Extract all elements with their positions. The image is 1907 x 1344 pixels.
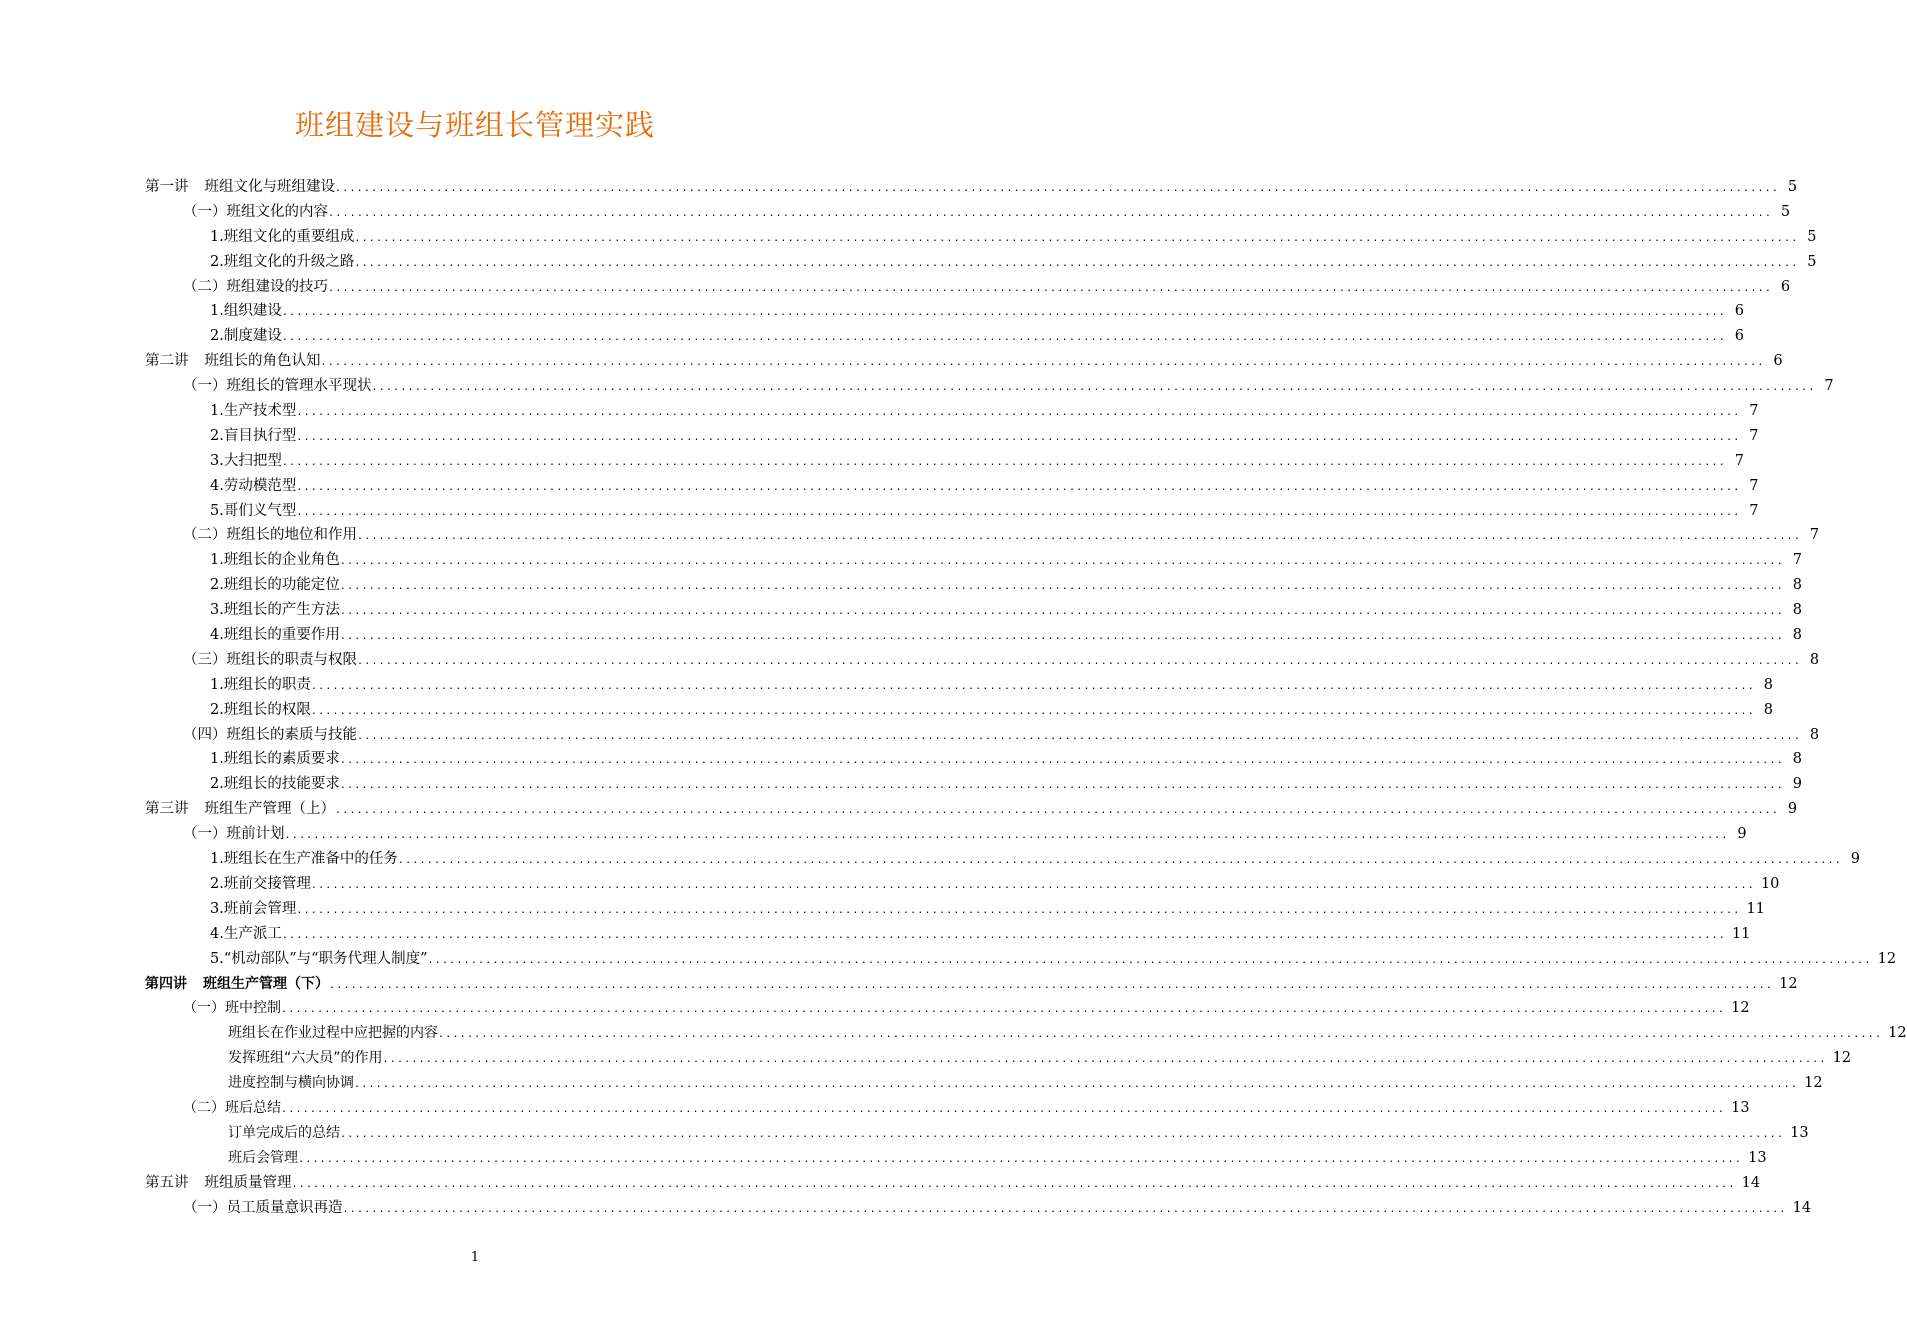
toc-page-number: 5 <box>1807 228 1817 245</box>
dot-leader: ........................................................................................................................................................................................................ <box>339 631 1784 643</box>
toc-page-number: 7 <box>1749 427 1759 444</box>
toc-entry[interactable] <box>145 523 1820 548</box>
toc-page-number: 14 <box>1741 1174 1761 1191</box>
toc-page-number: 7 <box>1749 403 1759 420</box>
toc-lecture-label: 第四讲 <box>145 975 187 992</box>
toc-entry[interactable] <box>145 175 1798 200</box>
dot-leader: ........................................................................................................................................................................................................ <box>298 1153 1743 1165</box>
dot-leader: ........................................................................................................................................................................................................ <box>281 1103 1726 1115</box>
toc-entry[interactable] <box>145 548 1802 573</box>
toc-entry-title: 班组生产管理（下） <box>203 975 329 992</box>
toc-entry-title: 班组质量管理 <box>204 1174 292 1191</box>
toc-entry-title: 2.制度建设 <box>210 328 282 345</box>
toc-entry[interactable] <box>145 374 1834 399</box>
toc-entry-title: （二）班组建设的技巧 <box>183 278 328 295</box>
toc-entry[interactable] <box>145 598 1802 623</box>
dot-leader: ........................................................................................................................................................................................................ <box>296 431 1741 443</box>
toc-entry[interactable] <box>145 474 1759 499</box>
dot-leader: ........................................................................................................................................................................................................ <box>284 830 1729 842</box>
toc-entry-title: （一）班前计划 <box>183 826 285 843</box>
toc-page-number: 9 <box>1792 776 1802 793</box>
dot-leader: ........................................................................................................................................................................................................ <box>438 1029 1883 1041</box>
toc-page-number: 7 <box>1824 378 1834 395</box>
toc-entry[interactable] <box>145 897 1765 922</box>
toc-page-number: 9 <box>1737 826 1747 843</box>
toc-entry[interactable] <box>145 573 1802 598</box>
toc-entry[interactable] <box>145 872 1780 897</box>
toc-page-number: 5 <box>1807 253 1817 270</box>
toc-entry[interactable] <box>145 399 1759 424</box>
toc-page-number: 12 <box>1731 1000 1750 1017</box>
toc-entry[interactable] <box>145 225 1817 250</box>
toc-entry[interactable] <box>145 299 1744 324</box>
toc-entry-title: 班组长的角色认知 <box>204 353 321 370</box>
toc-entry-title: 2.班组文化的升级之路 <box>210 253 355 270</box>
toc-entry-title: 1.班组长的企业角色 <box>210 552 340 569</box>
toc-page-number: 6 <box>1773 353 1783 370</box>
toc-page-number: 7 <box>1749 502 1759 519</box>
toc-entry[interactable] <box>145 922 1751 947</box>
toc-page-number: 12 <box>1877 950 1897 967</box>
toc-page-number: 5 <box>1780 203 1791 220</box>
dot-leader: ........................................................................................................................................................................................................ <box>296 904 1741 916</box>
toc-entry-title: 1.生产技术型 <box>210 403 297 420</box>
dot-leader: ........................................................................................................................................................................................................ <box>281 929 1726 941</box>
toc-entry-title: 1.班组长的职责 <box>210 676 311 693</box>
toc-page-number: 6 <box>1734 303 1744 320</box>
dot-leader: ........................................................................................................................................................................................................ <box>357 730 1802 742</box>
toc-entry-title: 2.班组长的功能定位 <box>210 577 340 594</box>
toc-page-number: 13 <box>1748 1149 1767 1166</box>
toc-page-number: 9 <box>1850 851 1860 868</box>
toc-page-number: 7 <box>1749 477 1759 494</box>
toc-lecture-label: 第二讲 <box>145 353 189 370</box>
toc-page-number: 13 <box>1790 1124 1809 1141</box>
toc-page-number: 6 <box>1734 328 1744 345</box>
dot-leader: ........................................................................................................................................................................................................ <box>354 1079 1799 1091</box>
toc-page-number: 8 <box>1763 701 1773 718</box>
toc-page-number: 12 <box>1804 1075 1823 1092</box>
dot-leader: ........................................................................................................................................................................................................ <box>335 183 1780 194</box>
toc-entry[interactable] <box>145 972 1798 997</box>
toc-entry-title: 发挥班组“六大员”的作用 <box>228 1050 383 1067</box>
dot-leader: ........................................................................................................................................................................................................ <box>310 680 1755 692</box>
dot-leader: ........................................................................................................................................................................................................ <box>371 382 1816 394</box>
toc-entry-title: （一）班中控制 <box>183 1000 281 1017</box>
dot-leader: ........................................................................................................................................................................................................ <box>281 1004 1726 1016</box>
toc-entry[interactable] <box>145 1146 1767 1171</box>
toc-page-number: 8 <box>1792 627 1802 644</box>
dot-leader: ........................................................................................................................................................................................................ <box>328 282 1773 294</box>
dot-leader: ........................................................................................................................................................................................................ <box>382 1054 1827 1066</box>
toc-entry[interactable] <box>145 1121 1809 1146</box>
toc-entry-title: 订单完成后的总结 <box>228 1124 340 1141</box>
dot-leader: ........................................................................................................................................................................................................ <box>296 506 1741 518</box>
toc-page-number: 6 <box>1780 278 1791 295</box>
toc-entry[interactable] <box>145 698 1773 723</box>
toc-lecture-label: 第三讲 <box>145 801 189 818</box>
dot-leader: ........................................................................................................................................................................................................ <box>328 207 1773 219</box>
dot-leader: ........................................................................................................................................................................................................ <box>339 581 1784 593</box>
toc-entry[interactable] <box>145 648 1820 673</box>
toc-entry[interactable] <box>145 947 1897 972</box>
document-title: 班组建设与班组长管理实践 <box>294 108 655 142</box>
toc-entry-title: 班组长在作业过程中应把握的内容 <box>228 1025 438 1042</box>
toc-entry[interactable] <box>145 349 1783 374</box>
toc-entry-title: 3.大扫把型 <box>210 452 282 469</box>
toc-entry[interactable] <box>145 1171 1761 1196</box>
dot-leader: ........................................................................................................................................................................................................ <box>310 879 1755 891</box>
dot-leader: ........................................................................................................................................................................................................ <box>329 979 1774 991</box>
dot-leader: ........................................................................................................................................................................................................ <box>357 655 1802 667</box>
toc-entry[interactable] <box>145 673 1773 698</box>
toc-entry-title: 1.组织建设 <box>210 303 282 320</box>
toc-entry-title: 进度控制与横向协调 <box>228 1075 354 1092</box>
toc-lecture-label: 第一讲 <box>145 179 189 195</box>
toc-page-number: 14 <box>1792 1199 1812 1216</box>
toc-entry-title: 4.劳动模范型 <box>210 477 297 494</box>
toc-page-number: 8 <box>1763 676 1773 693</box>
toc-page-number: 11 <box>1746 900 1765 917</box>
toc-entry-title: 班组生产管理（上） <box>204 801 335 818</box>
toc-entry[interactable] <box>145 1071 1823 1096</box>
dot-leader: ........................................................................................................................................................................................................ <box>291 1178 1736 1190</box>
dot-leader: ........................................................................................................................................................................................................ <box>342 1203 1787 1215</box>
table-of-contents <box>145 175 1907 1220</box>
toc-entry[interactable] <box>145 200 1791 225</box>
toc-entry[interactable] <box>145 1021 1907 1046</box>
dot-leader: ........................................................................................................................................................................................................ <box>339 606 1784 618</box>
toc-entry[interactable] <box>145 499 1759 524</box>
toc-entry-title: 班组文化与班组建设 <box>204 179 335 195</box>
toc-entry-title: 5.“机动部队”与“职务代理人制度” <box>210 950 428 967</box>
toc-entry-title: （二）班组长的地位和作用 <box>183 527 357 544</box>
toc-entry[interactable] <box>145 797 1798 822</box>
toc-entry-title: 3.班组长的产生方法 <box>210 602 340 619</box>
toc-entry-title: 2.班前交接管理 <box>210 875 311 892</box>
dot-leader: ........................................................................................................................................................................................................ <box>281 332 1726 344</box>
toc-entry[interactable] <box>145 822 1747 847</box>
toc-entry[interactable] <box>145 275 1791 300</box>
dot-leader: ........................................................................................................................................................................................................ <box>339 780 1784 792</box>
toc-entry[interactable] <box>145 723 1820 748</box>
toc-page-number: 8 <box>1792 602 1802 619</box>
toc-page-number: 5 <box>1787 179 1798 195</box>
toc-entry-title: （一）班组长的管理水平现状 <box>183 378 372 395</box>
toc-page-number: 7 <box>1809 527 1820 544</box>
toc-page-number: 7 <box>1734 452 1744 469</box>
toc-lecture-label: 第五讲 <box>145 1174 189 1191</box>
dot-leader: ........................................................................................................................................................................................................ <box>340 1128 1785 1140</box>
dot-leader: ........................................................................................................................................................................................................ <box>397 855 1842 867</box>
toc-entry-title: 1.班组长的素质要求 <box>210 751 340 768</box>
toc-page-number: 12 <box>1832 1050 1852 1067</box>
toc-page-number: 10 <box>1760 875 1780 892</box>
toc-entry[interactable] <box>145 1196 1812 1221</box>
dot-leader: ........................................................................................................................................................................................................ <box>339 556 1784 568</box>
toc-entry-title: 5.哥们义气型 <box>210 502 297 519</box>
dot-leader: ........................................................................................................................................................................................................ <box>427 954 1872 966</box>
toc-entry[interactable] <box>145 424 1759 449</box>
dot-leader: ........................................................................................................................................................................................................ <box>281 307 1726 319</box>
toc-page-number: 8 <box>1792 751 1802 768</box>
toc-entry[interactable] <box>145 996 1750 1021</box>
toc-entry[interactable] <box>145 324 1744 349</box>
toc-entry-title: （三）班组长的职责与权限 <box>183 651 357 668</box>
toc-entry[interactable] <box>145 772 1802 797</box>
toc-entry-title: 1.班组文化的重要组成 <box>210 228 355 245</box>
toc-entry-title: （一）班组文化的内容 <box>183 203 328 220</box>
toc-entry-title: （四）班组长的素质与技能 <box>183 726 357 743</box>
toc-page-number: 13 <box>1731 1099 1750 1116</box>
dot-leader: ........................................................................................................................................................................................................ <box>310 705 1755 717</box>
dot-leader: ........................................................................................................................................................................................................ <box>354 257 1799 269</box>
dot-leader: ........................................................................................................................................................................................................ <box>335 805 1780 817</box>
toc-entry-title: 3.班前会管理 <box>210 900 297 917</box>
toc-entry-title: （二）班后总结 <box>183 1099 281 1116</box>
toc-page-number: 8 <box>1792 577 1802 594</box>
toc-page-number: 11 <box>1731 925 1751 942</box>
toc-page-number: 8 <box>1809 726 1820 743</box>
toc-entry-title: （一）员工质量意识再造 <box>183 1199 343 1216</box>
dot-leader: ........................................................................................................................................................................................................ <box>357 531 1802 543</box>
dot-leader: ........................................................................................................................................................................................................ <box>296 407 1741 419</box>
dot-leader: ........................................................................................................................................................................................................ <box>281 456 1726 468</box>
toc-entry[interactable] <box>145 623 1802 648</box>
dot-leader: ........................................................................................................................................................................................................ <box>320 357 1765 369</box>
toc-entry[interactable] <box>145 1046 1852 1071</box>
toc-page-number: 8 <box>1809 651 1820 668</box>
dot-leader: ........................................................................................................................................................................................................ <box>296 481 1741 493</box>
toc-entry-title: 2.班组长的权限 <box>210 701 311 718</box>
toc-entry[interactable] <box>145 847 1860 872</box>
toc-entry[interactable] <box>145 1096 1750 1121</box>
page-number: 1 <box>470 1250 480 1265</box>
toc-page-number: 12 <box>1779 975 1798 992</box>
toc-entry[interactable] <box>145 747 1802 772</box>
toc-page-number: 12 <box>1888 1025 1907 1042</box>
toc-page-number: 7 <box>1792 552 1802 569</box>
dot-leader: ........................................................................................................................................................................................................ <box>339 755 1784 767</box>
toc-entry-title: 4.班组长的重要作用 <box>210 627 340 644</box>
toc-entry-title: 2.班组长的技能要求 <box>210 776 340 793</box>
toc-page-number: 9 <box>1787 801 1798 818</box>
toc-entry[interactable] <box>145 449 1744 474</box>
dot-leader: ........................................................................................................................................................................................................ <box>354 232 1799 244</box>
toc-entry[interactable] <box>145 250 1817 275</box>
toc-entry-title: 1.班组长在生产准备中的任务 <box>210 851 398 868</box>
toc-entry-title: 2.盲目执行型 <box>210 427 297 444</box>
toc-entry-title: 班后会管理 <box>228 1149 298 1166</box>
toc-entry-title: 4.生产派工 <box>210 925 282 942</box>
